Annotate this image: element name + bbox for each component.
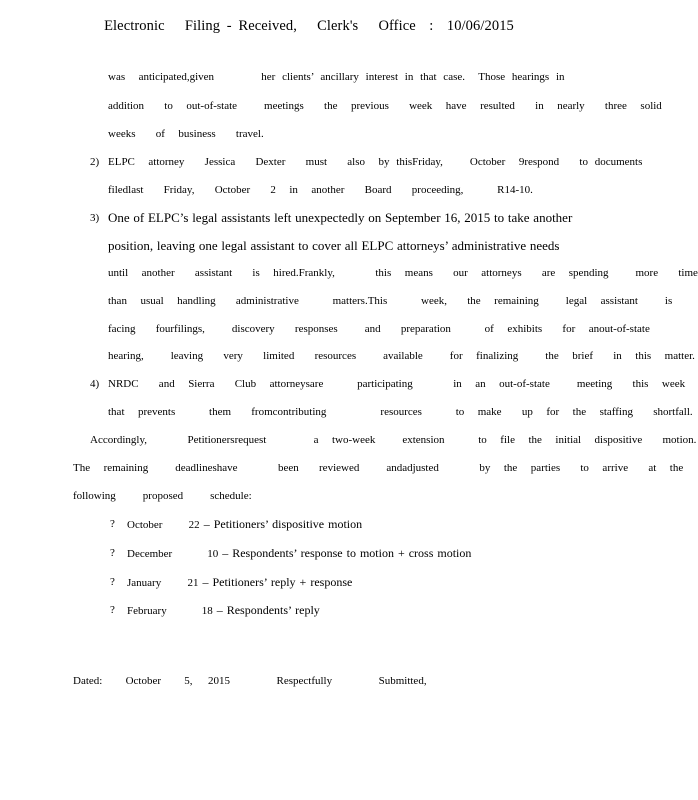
closing-line: Accordingly, Petitionersrequest a two-week extension to file the initial dispositive motion. [90,434,697,446]
schedule-date: January 21 [127,577,199,589]
schedule-item [127,603,320,618]
list-marker: 4) [90,378,100,390]
schedule-item [127,575,352,590]
list-item-line: that prevents them fromcontributing resources to make up for the staffing shortfall. [108,406,693,418]
bullet-marker: ? [110,518,115,530]
bullet-marker: ? [110,576,115,588]
schedule-description: – Respondents’ response to motion + cross motion [222,546,472,560]
list-item-line: filedlast Friday, October 2 in another Board proceeding, R14-10. [108,184,533,196]
schedule-date: February 18 [127,605,213,617]
list-item-line: until another assistant is hired.Frankly, this means our attorneys are spending more time [108,267,698,279]
list-item-line: NRDC and Sierra Club attorneysare participating in an out-of-state meeting this week [108,378,686,390]
schedule-description: – Petitioners’ reply + response [202,575,353,589]
bullet-marker: ? [110,604,115,616]
closing-line: The remaining deadlineshave been reviewed andadjusted by the parties to arrive at the [73,462,684,474]
continuation-line: addition to out-of-state meetings the previous week have resulted in nearly three solid [108,100,662,112]
list-marker: 3) [90,212,100,224]
schedule-description: – Petitioners’ dispositive motion [203,517,363,531]
schedule-description: – Respondents’ reply [216,603,320,617]
schedule-date: October 22 [127,519,200,531]
list-item-line: than usual handling administrative matters.This week, the remaining legal assistant is [108,295,673,307]
bullet-marker: ? [110,547,115,559]
list-item-line: One of ELPC’s legal assistants left unexpectedly on September 16, 2015 to take another [108,210,573,225]
continuation-line: weeks of business travel. [108,128,264,140]
list-item-line: ELPC attorney Jessica Dexter must also by thisFriday, October 9respond to documents [108,156,643,168]
schedule-item [127,517,362,532]
closing-line: following proposed schedule: [73,490,252,502]
filing-header: Electronic Filing - Received, Clerk's Office : 10/06/2015 [104,18,514,34]
dated-signature-line: Dated: October 5, 2015 Respectfully Submitted, [73,675,427,687]
list-item-line: facing fourfilings, discovery responses and preparation of exhibits for anout-of-state [108,323,650,335]
list-marker: 2) [90,156,100,168]
list-item-line: hearing, leaving very limited resources available for finalizing the brief in this matter. [108,350,695,362]
schedule-item [127,546,471,561]
list-item-line: position, leaving one legal assistant to cover all ELPC attorneys’ administrative needs [108,238,560,253]
continuation-line: was anticipated,given her clients’ ancillary interest in that case. Those hearings in [108,71,565,83]
schedule-date: December 10 [127,548,219,560]
